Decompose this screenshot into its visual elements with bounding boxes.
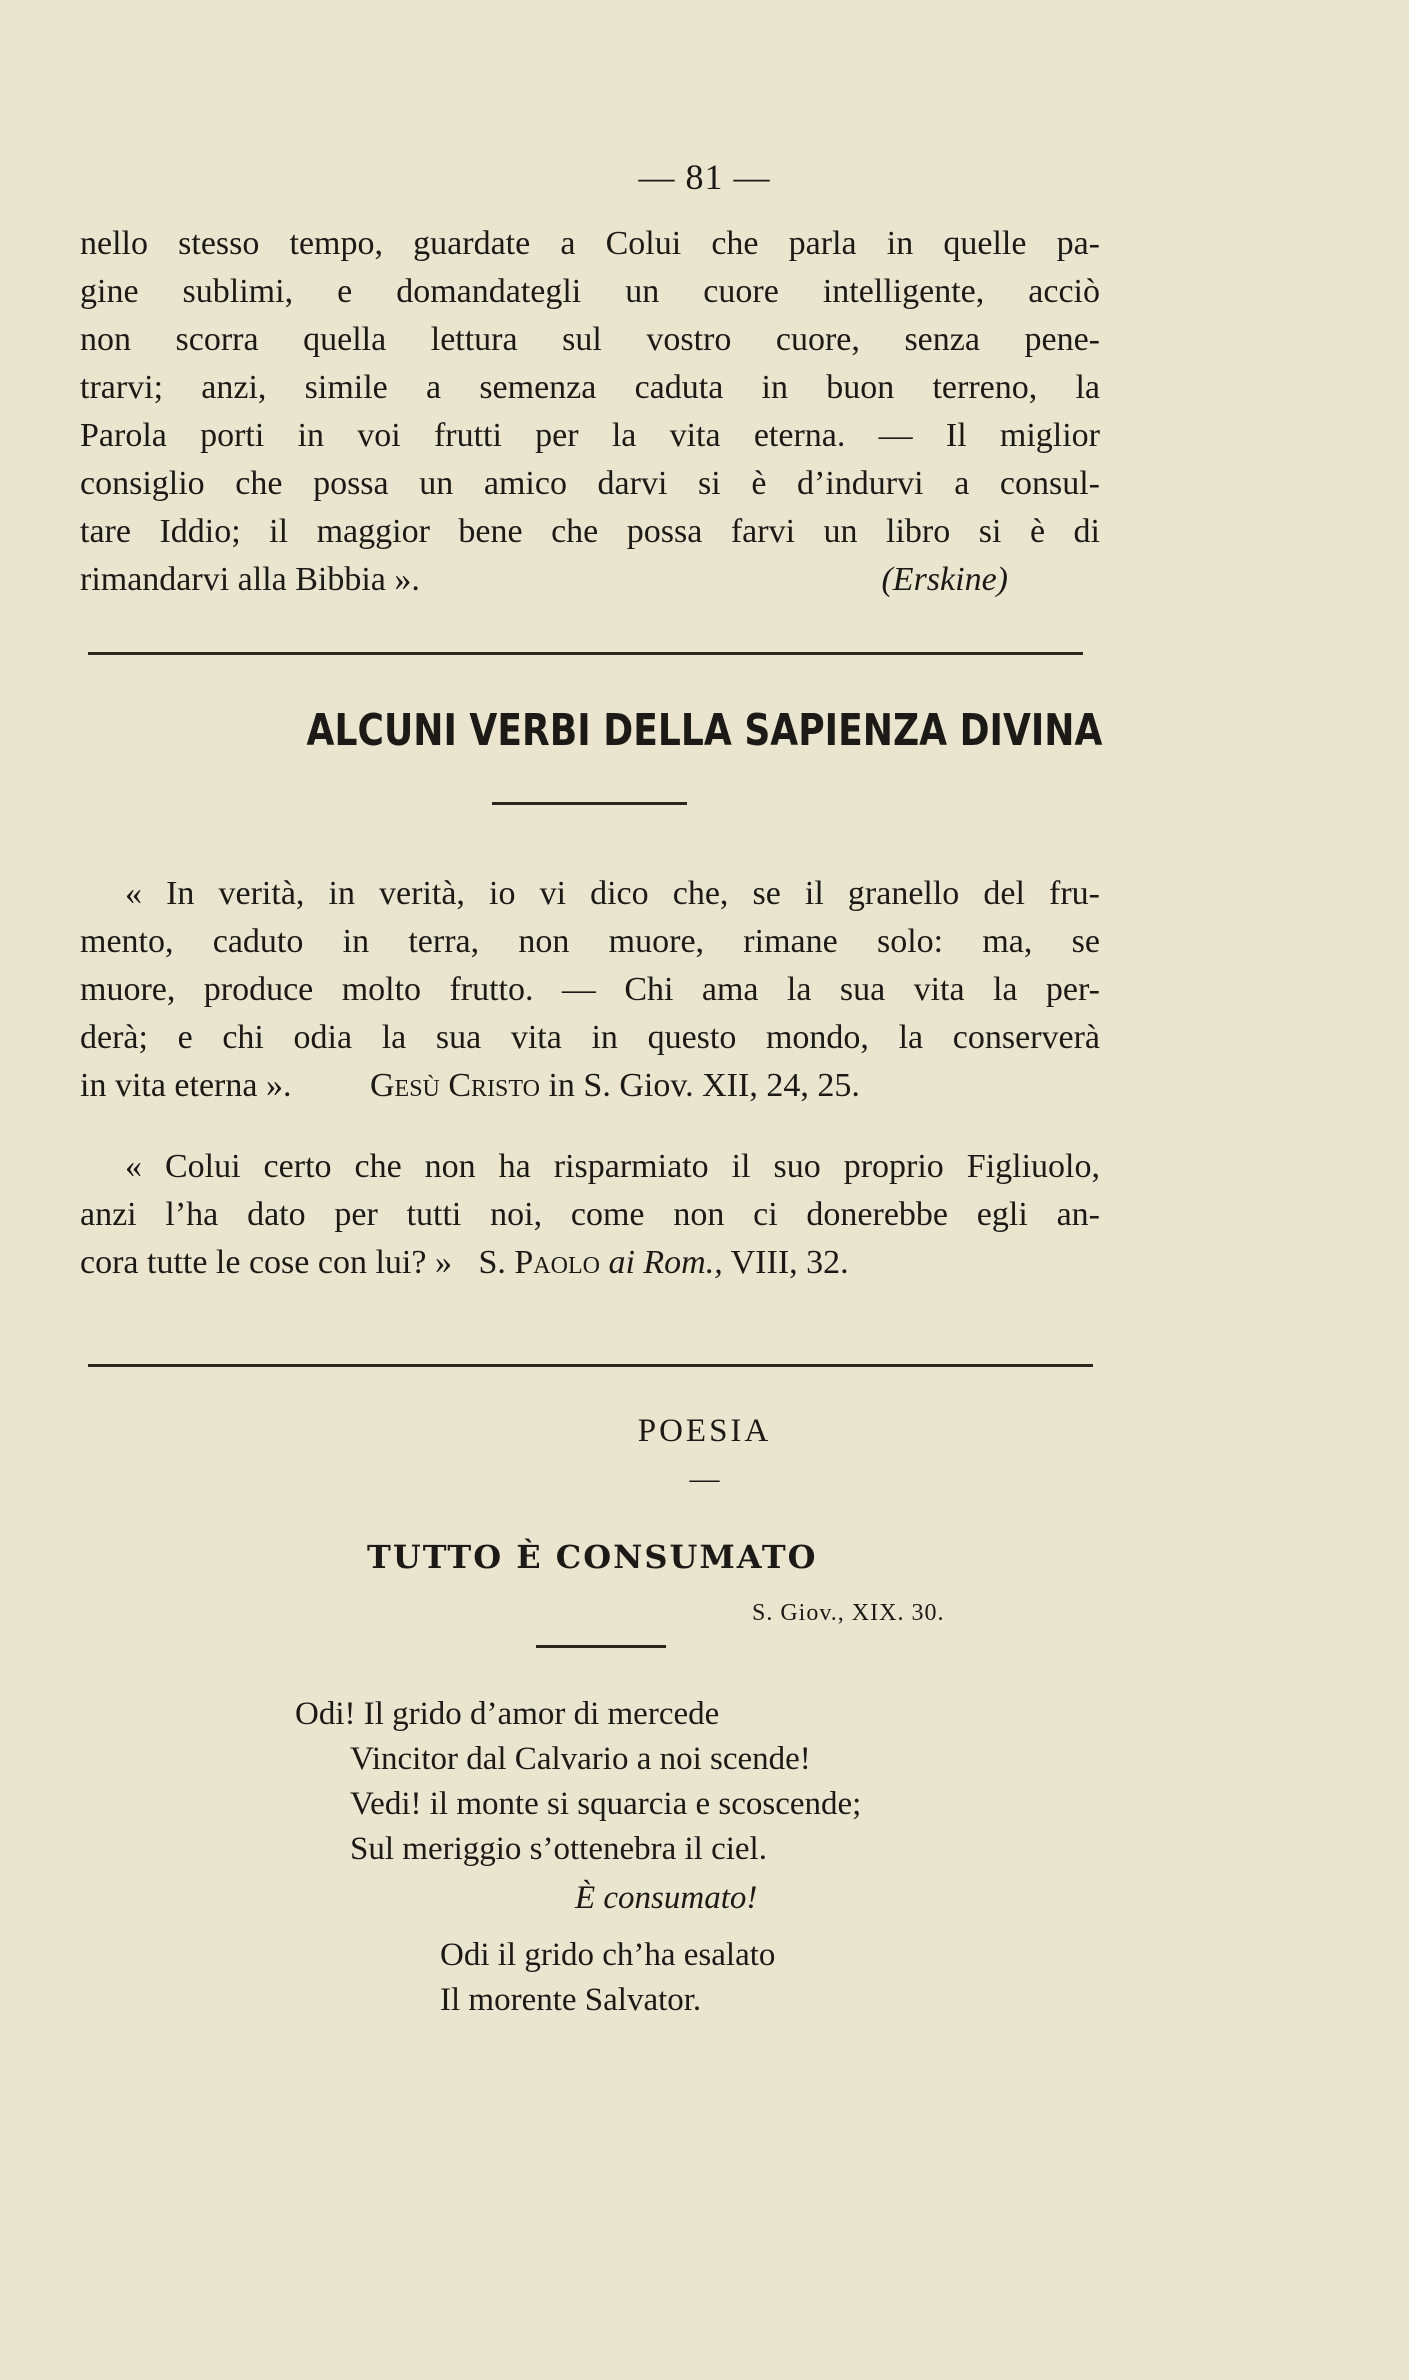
text-line: trarvi; anzi, simile a semenza caduta in buon terreno, la: [80, 369, 1100, 406]
text-line: anzi l’ha dato per tutti noi, come non ci donerebbe egli an-: [80, 1196, 1100, 1233]
quote-1: [80, 870, 1100, 1110]
text-line: Parola porti in voi frutti per la vita eterna. — Il miglior: [80, 417, 1100, 454]
text-line-end: in vita eterna ».: [80, 1067, 292, 1104]
text-line: tare Iddio; il maggior bene che possa farvi un libro si è di: [80, 513, 1100, 550]
text-line: muore, produce molto frutto. — Chi ama la sua vita la per-: [80, 971, 1100, 1008]
poem-reference: S. Giov., XIX. 30.: [752, 1600, 945, 1626]
refrain-line: È consumato!: [575, 1880, 758, 1916]
poem-body: [295, 1692, 861, 2023]
poetry-section-label: POESIA: [637, 1413, 772, 1449]
text-line: « Colui certo che non ha risparmiato il suo proprio Figliuolo,: [125, 1148, 1100, 1185]
text-line: consiglio che possa un amico darvi si è d’indurvi a consul-: [80, 465, 1100, 502]
verse-line: Odi! Il grido d’amor di mercede: [295, 1696, 720, 1732]
verse-line: Il morente Salvator.: [440, 1982, 702, 2018]
poetry-dash: —: [689, 1462, 720, 1495]
section-divider: [88, 1364, 1093, 1367]
text-line-end: rimandarvi alla Bibbia ».: [80, 561, 420, 598]
intro-paragraph: [80, 220, 1100, 604]
citation-author: Gesù Cristo: [369, 1067, 540, 1104]
text-line-with-attribution: [80, 556, 1100, 604]
text-line: derà; e chi odia la sua vita in questo mondo, la conserverà: [80, 1019, 1100, 1056]
text-line: nello stesso tempo, guardate a Colui che parla in quelle pa-: [80, 225, 1100, 262]
verse-line: Vincitor dal Calvario a noi scende!: [350, 1741, 811, 1777]
verse-line: Vedi! il monte si squarcia e scoscende;: [350, 1786, 862, 1822]
quote-2: [80, 1143, 1100, 1287]
text-line-with-citation: [80, 1062, 1100, 1110]
citation-author: S. Paolo: [478, 1244, 600, 1281]
heading-ornament: [492, 802, 687, 805]
poem-title: TUTTO È CONSUMATO: [367, 1538, 818, 1576]
citation-ref: in S. Giov. XII, 24, 25.: [548, 1067, 860, 1104]
text-line-with-citation: [80, 1239, 1100, 1287]
text-line-end: cora tutte le cose con lui? »: [80, 1244, 452, 1281]
section-heading: ALCUNI VERBI DELLA SAPIENZA DIVINA: [306, 705, 1103, 756]
attribution: (Erskine): [881, 561, 1008, 598]
text-line: non scorra quella lettura sul vostro cuore, senza pene-: [80, 321, 1100, 358]
verse-line: Sul meriggio s’ottenebra il ciel.: [350, 1831, 767, 1867]
section-divider: [88, 652, 1083, 655]
text-line: « In verità, in verità, io vi dico che, se il granello del fru-: [125, 875, 1100, 912]
citation-ref-italic: ai Rom.,: [608, 1244, 723, 1281]
page-number: — 81 —: [638, 157, 771, 197]
text-line: gine sublimi, e domandategli un cuore intelligente, acciò: [80, 273, 1100, 310]
text-line: mento, caduto in terra, non muore, rimane solo: ma, se: [80, 923, 1100, 960]
citation-ref: VIII, 32.: [730, 1244, 849, 1281]
verse-line: Odi il grido ch’ha esalato: [440, 1937, 776, 1973]
poem-title-rule: [536, 1645, 666, 1648]
